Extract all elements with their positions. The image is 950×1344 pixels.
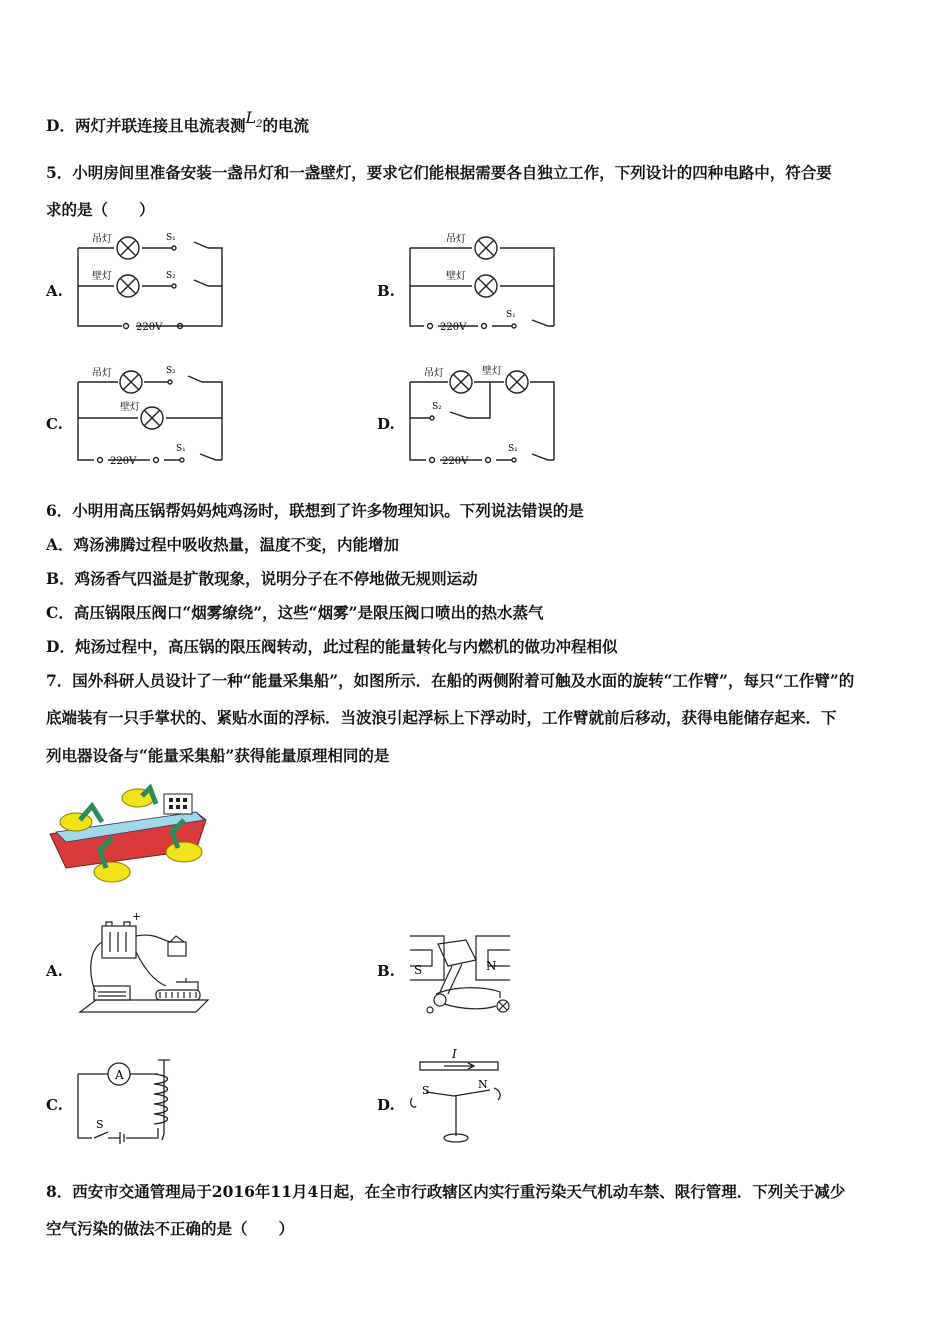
q5-label-d: D. — [377, 415, 395, 433]
q7-label-d: D. — [377, 1096, 395, 1114]
ammeter-label: A — [115, 1068, 124, 1082]
q7-figure-c-electromagnet-circuit — [74, 1054, 178, 1148]
current-label: I — [452, 1047, 457, 1061]
lamp-label-pendant: 吊灯 — [446, 234, 466, 245]
q5-circuit-c — [70, 362, 230, 468]
q5-circuit-a — [70, 228, 230, 334]
q6-option-a: A．鸡汤沸腾过程中吸收热量，温度不变，内能增加 — [46, 535, 400, 554]
q6-stem: 6．小明用高压锅帮妈妈炖鸡汤时，联想到了许多物理知识。下列说法错误的是 — [46, 501, 584, 520]
q5-stem-line2: 求的是（ ） — [46, 200, 155, 219]
voltage-label: 220V — [442, 456, 469, 467]
q7-label-a: A. — [46, 962, 63, 980]
switch-label-s1: S₁ — [506, 310, 516, 320]
lamp-label-wall: 壁灯 — [482, 366, 502, 377]
q7-figure-a-electromagnet-apparatus — [76, 912, 212, 1022]
q5-circuit-d — [402, 362, 562, 468]
q5-circuit-b — [402, 228, 562, 334]
q4-option-d-text: D．两灯并联连接且电流表测 — [46, 116, 246, 135]
q5-stem-line1: 5．小明房间里准备安装一盏吊灯和一盏壁灯，要求它们能根据需要各自独立工作，下列设计的四种电路中，符合要 — [46, 163, 832, 182]
battery-plus-sign: + — [132, 912, 142, 923]
q7-figure-d-oersted-experiment — [404, 1046, 510, 1146]
switch-label-s2: S₂ — [166, 366, 176, 376]
switch-label-s2: S₂ — [432, 402, 442, 412]
lamp-label-wall: 壁灯 — [446, 271, 466, 282]
voltage-label: 220V — [440, 322, 467, 333]
magnet-pole-s: S — [414, 963, 423, 977]
switch-label-s2: S₂ — [166, 271, 176, 281]
switch-label-s1: S₁ — [176, 444, 186, 454]
q7-stem-line3: 列电器设备与“能量采集船”获得能量原理相同的是 — [46, 746, 390, 765]
q5-label-b: B. — [377, 282, 395, 300]
needle-pole-s: S — [422, 1084, 430, 1097]
q4-option-d — [46, 108, 309, 138]
magnet-pole-n: N — [486, 959, 497, 973]
q4-symbol-l: $L_2$ — [245, 108, 263, 131]
needle-pole-n: N — [478, 1078, 488, 1091]
q7-label-c: C. — [46, 1096, 63, 1114]
q7-figure-b-generator — [404, 930, 516, 1024]
q8-stem-line1: 8．西安市交通管理局于2016年11月4日起，在全市行政辖区内实行重污染天气机动车禁、限行管理．下列关于减少 — [46, 1182, 846, 1201]
switch-label-s1: S₁ — [508, 444, 518, 454]
lamp-label-pendant: 吊灯 — [92, 368, 112, 379]
voltage-label: 220V — [110, 456, 137, 467]
q5-label-c: C. — [46, 415, 63, 433]
q6-option-d: D．炖汤过程中，高压锅的限压阀转动，此过程的能量转化与内燃机的做功冲程相似 — [46, 637, 618, 656]
q7-label-b: B. — [377, 962, 395, 980]
lamp-label-wall: 壁灯 — [120, 402, 140, 413]
q6-option-c: C．高压锅限压阀口“烟雾缭绕”，这些“烟雾”是限压阀口喷出的热水蒸气 — [46, 603, 544, 622]
switch-label: S — [96, 1118, 104, 1131]
lamp-label-pendant: 吊灯 — [92, 234, 112, 245]
switch-label-s1: S₁ — [166, 233, 176, 243]
q5-label-a: A. — [46, 282, 63, 300]
q7-stem-line1: 7．国外科研人员设计了一种“能量采集船”，如图所示．在船的两侧附着可触及水面的旋转“工作臂”，每只“工作臂”的 — [46, 671, 855, 690]
q8-stem-line2: 空气污染的做法不正确的是（ ） — [46, 1219, 295, 1238]
voltage-label: 220V — [136, 322, 163, 333]
q7-stem-line2: 底端装有一只手掌状的、紧贴水面的浮标．当波浪引起浮标上下浮动时，工作臂就前后移动，获得电能储存起来．下 — [46, 708, 837, 727]
lamp-label-pendant: 吊灯 — [424, 368, 444, 379]
q6-option-b: B．鸡汤香气四溢是扩散现象，说明分子在不停地做无规则运动 — [46, 569, 478, 588]
q4-option-d-tail: 的电流 — [262, 116, 309, 135]
energy-boat-illustration — [46, 776, 214, 886]
lamp-label-wall: 壁灯 — [92, 271, 112, 282]
